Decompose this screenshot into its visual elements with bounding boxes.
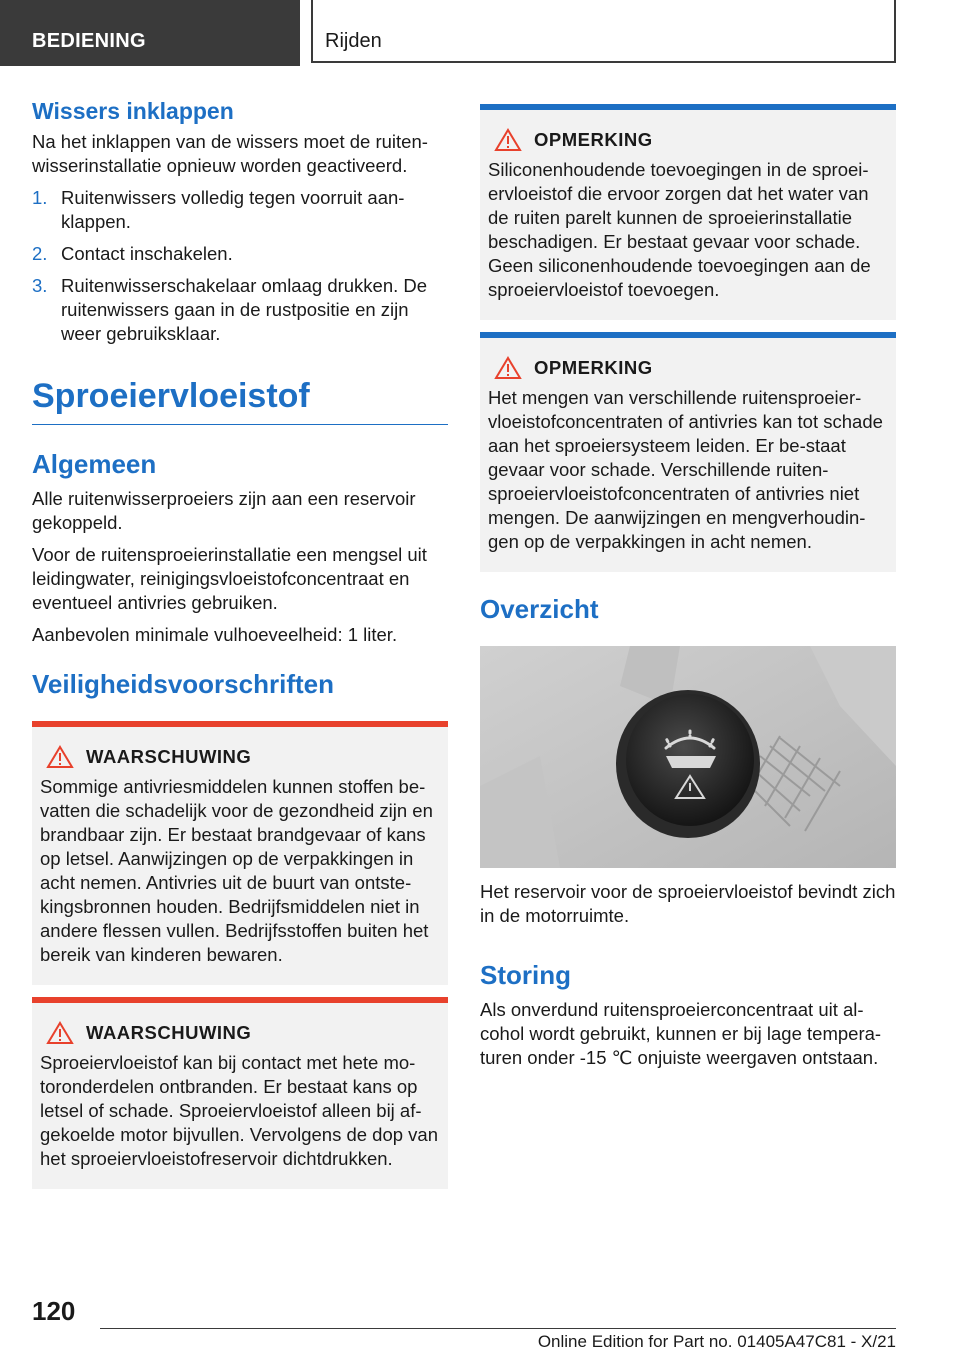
washer-reservoir-photo [480,646,896,868]
list-item [32,242,448,266]
edition-label: Online Edition for Part no. 01405A47C81 - X/21 [537,1332,896,1351]
left-column [32,96,448,1189]
main-section-title: Sproeiervloeistof [32,374,448,425]
step-number: 3. [32,275,48,296]
step-number: 1. [32,187,48,208]
section-tab: BEDIENING [0,0,300,66]
wipers-intro: Na het inklappen van de wissers moet de ruiten-wisserinstallatie opnieuw worden geactiveerd. [32,131,428,176]
fault-heading: Storing [480,960,571,990]
overview-caption: Het reservoir voor de sproeiervloeistof bevindt zich in de motorruimte. [480,881,896,926]
note-box-2 [480,332,896,572]
page-number: 120 [32,1296,76,1326]
warning-text: Sproeiervloeistof kan bij contact met hete mo-toronderdelen ontbranden. Er bestaat kans op letsel of schade. Sproeiervloeistof alleen bij af-gekoelde motor bijvullen. Vervolgens de dop van het sproeiervloeistofreservoir dichtdrukken. [40,1052,439,1169]
safety-heading: Veiligheidsvoorschriften [32,669,334,699]
list-item [32,186,448,234]
step-text: Contact inschakelen. [61,243,233,264]
note-text: Het mengen van verschillende ruitensproeier-vloeistofconcentraten of antivries kan tot schade aan het sproeiersysteem leiden. Er be-staat gevaar voor schade. Verschillende ruiten-sproeiervloeistofconcentraten of antivries niet mengen. De aanwijzingen en mengverhoudin-gen op de verpakkingen in acht nemen. [488,387,883,552]
general-paragraph-2: Voor de ruitensproeierinstallatie een mengsel uit leidingwater, reinigingsvloeistofconcentraat en eventueel antivries gebruiken. [32,544,427,613]
fault-text: Als onverdund ruitensproeierconcentraat uit al-cohol wordt gebruikt, kunnen er bij lage tempera-turen onder -15 ℃ onjuiste weergaven ontstaan. [480,999,882,1068]
wipers-heading: Wissers inklappen [32,98,234,124]
chapter-title: Rijden [311,0,896,63]
general-paragraph-3: Aanbevolen minimale vulhoeveelheid: 1 liter. [32,624,398,645]
general-paragraph-1: Alle ruitenwisserproeiers zijn aan een reservoir gekoppeld. [32,488,416,533]
overview-heading: Overzicht [480,594,599,624]
footer-divider [100,1328,896,1329]
step-number: 2. [32,243,48,264]
warning-box-2 [32,997,448,1189]
step-text: Ruitenwissers volledig tegen voorruit aan-klappen. [61,187,405,232]
note-title: OPMERKING [534,357,653,378]
note-text: Siliconenhoudende toevoegingen in de sproei-ervloeistof die ervoor zorgen dat het water van de ruiten parelt kunnen de sproeierinstallatie beschadigen. Er bestaat gevaar voor schade. Geen siliconenhoudende toevoegingen aan de sproeiervloeistof toevoegen. [488,159,871,300]
step-text: Ruitenwisserschakelaar omlaag drukken. De ruitenwissers gaan in de rustpositie en zijn weer gebruiksklaar. [61,275,428,344]
warning-triangle-icon [494,128,522,152]
warning-text: Sommige antivriesmiddelen kunnen stoffen be-vatten die schadelijk voor de gezondheid zijn en brandbaar zijn. Er bestaat brandgevaar of kans op letsel. Aanwijzingen op de verpakkingen in acht nemen. Antivries uit de buurt van ontste-kingsbronnen houden. Bedrijfsmiddelen niet in andere flessen vullen. Bedrijfsstoffen buiten het bereik van kinderen bewaren. [40,776,433,965]
warning-triangle-icon [46,745,74,769]
right-column [480,104,896,1078]
general-heading: Algemeen [32,449,157,479]
warning-title: WAARSCHUWING [86,746,252,767]
list-item [32,274,448,346]
note-title: OPMERKING [534,129,653,150]
wipers-steps [32,186,448,346]
page-header [0,0,960,66]
warning-box-1 [32,721,448,985]
page-footer [0,1296,960,1362]
warning-triangle-icon [494,356,522,380]
warning-triangle-icon [46,1021,74,1045]
warning-title: WAARSCHUWING [86,1022,252,1043]
note-box-1 [480,104,896,320]
